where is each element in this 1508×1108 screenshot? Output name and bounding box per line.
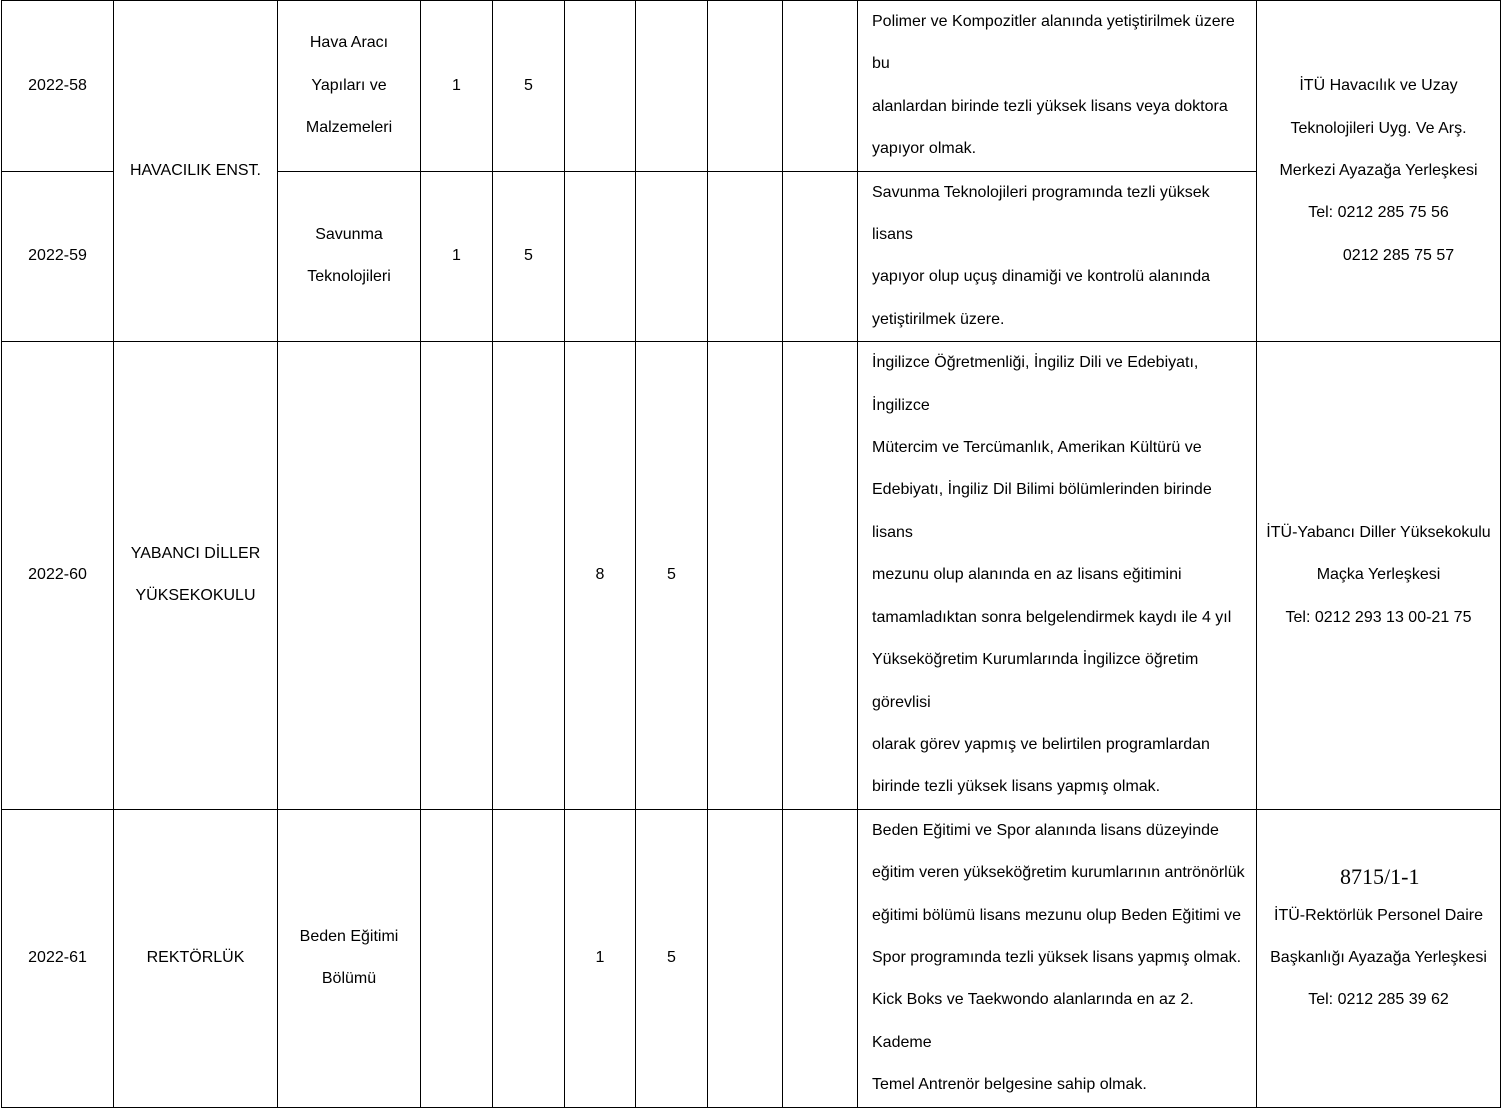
department-cell: Hava Aracı Yapıları ve Malzemeleri bbox=[278, 1, 421, 172]
conditions-cell: İngilizce Öğretmenliği, İngiliz Dili ve Edebiyatı, İngilizce Mütercim ve Tercümanlık, Amerikan Kültürü ve Edebiyatı, İngiliz Dil Bilimi bölümlerinden birinde lisans mezunu olup alanında en az lisans eğitimini tamamladıktan sonra belgelendirmek kaydı ile 4 yıl Yükseköğretim Kurumlarında İngilizce öğretim görevlisi olarak görev yapmış ve belirtilen programlardan birinde tezli yüksek lisans yapmış olmak. bbox=[858, 342, 1257, 809]
count-cell bbox=[421, 342, 493, 809]
contact-cell bbox=[1257, 342, 1501, 809]
score-cell bbox=[493, 342, 565, 809]
empty-cell bbox=[708, 1, 783, 172]
empty-cell bbox=[783, 1, 858, 172]
contact-tel-secondary: 0212 285 75 57 bbox=[1342, 246, 1455, 264]
department-cell: Savunma Teknolojileri bbox=[278, 171, 421, 342]
empty-cell bbox=[708, 171, 783, 342]
score-cell: 5 bbox=[493, 171, 565, 342]
code-cell: 2022-59 bbox=[2, 171, 114, 342]
score-cell: 5 bbox=[636, 809, 708, 1107]
empty-cell bbox=[708, 342, 783, 809]
contact-name: İTÜ-Rektörlük Personel Daire Başkanlığı Ayazağa Yerleşkesi bbox=[1270, 906, 1487, 966]
positions-table bbox=[1, 0, 1501, 1108]
table-row bbox=[2, 342, 1501, 809]
contact-name: İTÜ-Yabancı Diller Yüksekokulu Maçka Yerleşkesi bbox=[1266, 523, 1491, 584]
contact-tel: Tel: 0212 285 39 62 bbox=[1308, 991, 1449, 1009]
unit-cell: YABANCI DİLLER YÜKSEKOKULU bbox=[114, 342, 278, 809]
count-cell: 1 bbox=[565, 809, 636, 1107]
conditions-cell: Beden Eğitimi ve Spor alanında lisans düzeyinde eğitim veren yükseköğretim kurumlarının antrönörlük eğitimi bölümü lisans mezunu olup Beden Eğitimi ve Spor programında tezli yüksek lisans yapmış olmak. Kick Boks ve Taekwondo alanlarında en az 2. Kademe Temel Antrenör belgesine sahip olmak. bbox=[858, 809, 1257, 1107]
empty-cell bbox=[708, 809, 783, 1107]
department-cell bbox=[278, 342, 421, 809]
table-row bbox=[2, 809, 1501, 1107]
count-cell bbox=[421, 809, 493, 1107]
contact-name: İTÜ Havacılık ve Uzay Teknolojileri Uyg. Ve Arş. Merkezi Ayazağa Yerleşkesi bbox=[1279, 77, 1478, 179]
score-cell: 5 bbox=[636, 342, 708, 809]
score-cell bbox=[493, 809, 565, 1107]
conditions-cell: Savunma Teknolojileri programında tezli yüksek lisans yapıyor olup uçuş dinamiği ve kontrolü alanında yetiştirilmek üzere. bbox=[858, 171, 1257, 342]
unit-cell: REKTÖRLÜK bbox=[114, 809, 278, 1107]
count-cell: 1 bbox=[421, 171, 493, 342]
conditions-cell: Polimer ve Kompozitler alanında yetiştirilmek üzere bu alanlardan birinde tezli yüksek lisans veya doktora yapıyor olmak. bbox=[858, 1, 1257, 172]
score-cell bbox=[636, 171, 708, 342]
score-cell bbox=[636, 1, 708, 172]
contact-cell bbox=[1257, 1, 1501, 342]
contact-tel: Tel: 0212 293 13 00-21 75 bbox=[1285, 608, 1472, 626]
count-cell: 1 bbox=[421, 1, 493, 172]
code-cell: 2022-58 bbox=[2, 1, 114, 172]
unit-cell: HAVACILIK ENST. bbox=[114, 1, 278, 342]
contact-cell bbox=[1257, 809, 1501, 1107]
table-row bbox=[2, 1, 1501, 172]
code-cell: 2022-60 bbox=[2, 342, 114, 809]
department-cell: Beden Eğitimi Bölümü bbox=[278, 809, 421, 1107]
empty-cell bbox=[783, 171, 858, 342]
empty-cell bbox=[783, 809, 858, 1107]
score-cell: 5 bbox=[493, 1, 565, 172]
count-cell bbox=[565, 171, 636, 342]
page-number: 8715/1-1 bbox=[1340, 864, 1420, 889]
count-cell: 8 bbox=[565, 342, 636, 809]
count-cell bbox=[565, 1, 636, 172]
code-cell: 2022-61 bbox=[2, 809, 114, 1107]
contact-tel: Tel: 0212 285 75 56 bbox=[1308, 204, 1449, 222]
empty-cell bbox=[783, 342, 858, 809]
